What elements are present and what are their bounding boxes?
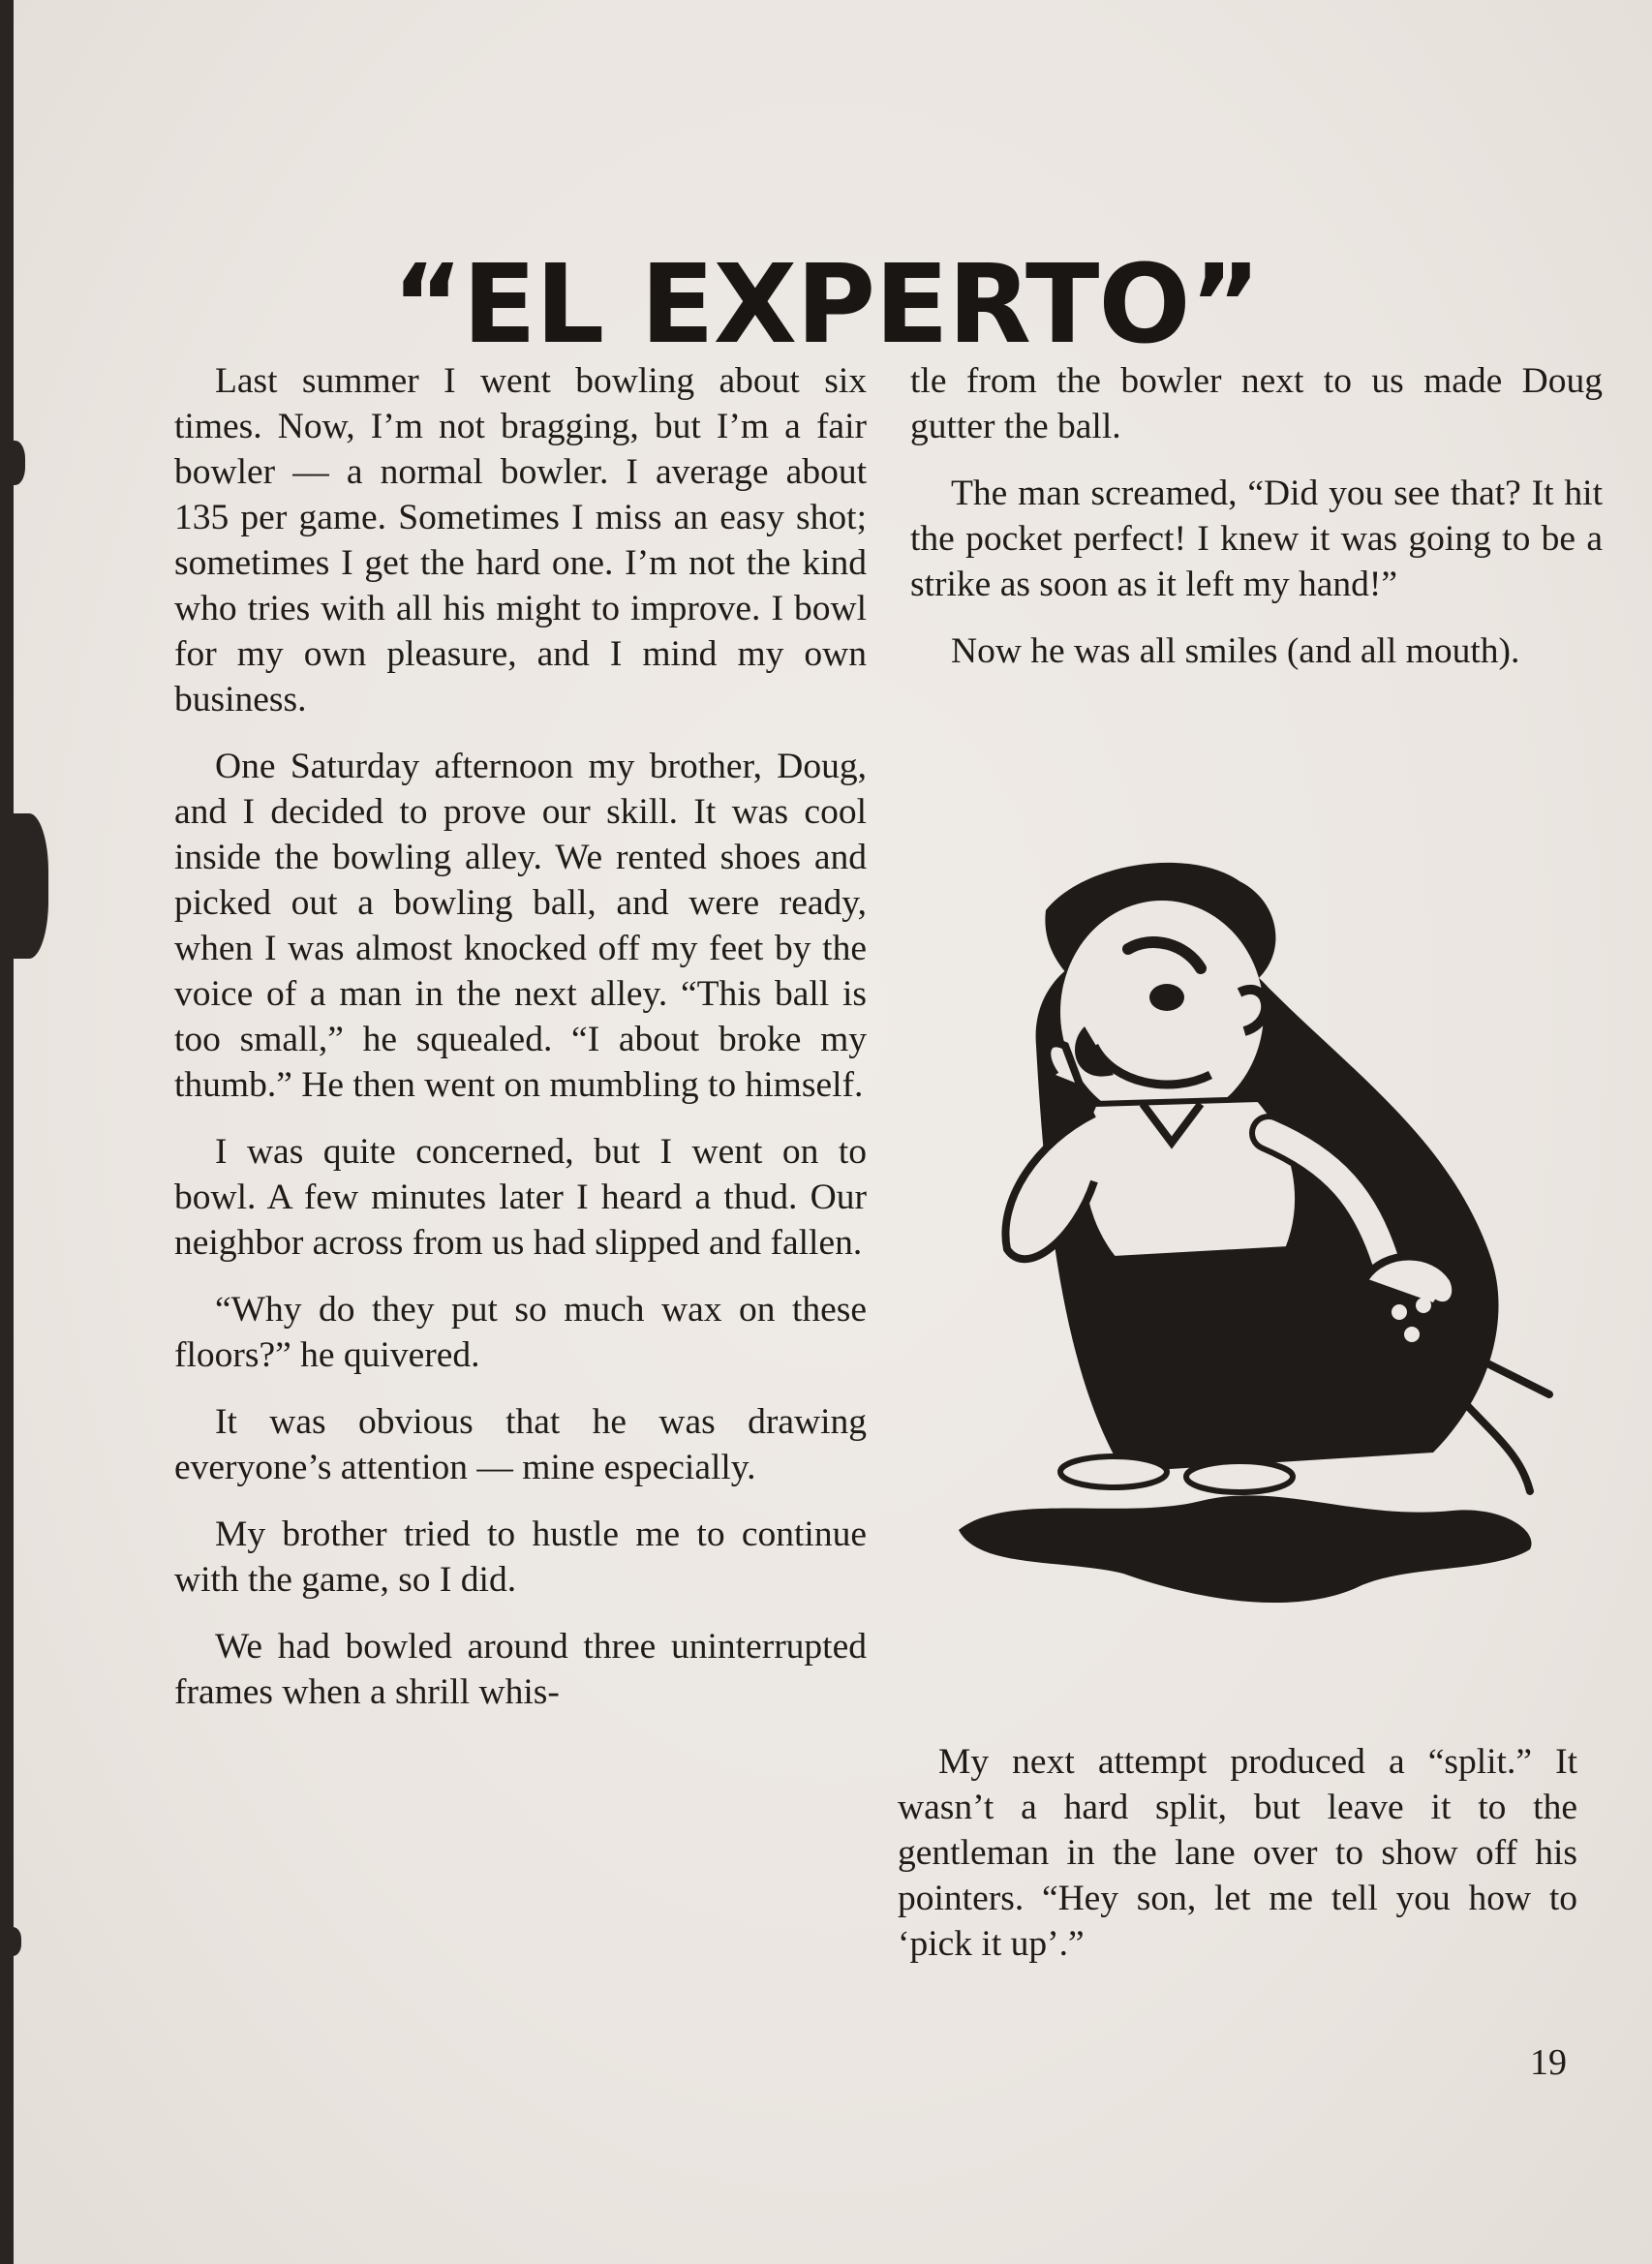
- right-column-top: [910, 358, 1603, 695]
- paragraph: I was quite concerned, but I went on to bowl. A few minutes later I heard a thud. Our neighbor across from us had slipped and fallen.: [174, 1132, 867, 1263]
- torn-edge: [0, 813, 48, 959]
- paragraph: Now he was all smiles (and all mouth).: [951, 631, 1520, 671]
- right-column-bottom: [898, 1739, 1577, 1988]
- paragraph: tle from the bowler next to us made Doug gutter the ball.: [910, 361, 1603, 446]
- paragraph: My next attempt produced a “split.” It wasn’t a hard split, but leave it to the gentleman in the lane over to show off his pointers. “Hey son, let me tell you how to ‘pick it up’.”: [898, 1742, 1577, 1964]
- shoe: [1060, 1456, 1167, 1487]
- paragraph: My brother tried to hustle me to continue with the game, so I did.: [174, 1514, 867, 1600]
- left-column: [174, 358, 867, 1736]
- eye: [1149, 984, 1184, 1011]
- torn-edge: [0, 441, 25, 485]
- article-title: “EL EXPERTO”: [391, 242, 1261, 369]
- torn-edge: [0, 1927, 21, 1956]
- paragraph: The man screamed, “Did you see that? It hit the pocket perfect! I knew it was going to be a strike as soon as it left my hand!”: [910, 474, 1603, 604]
- paragraph: One Saturday afternoon my brother, Doug, and I decided to prove our skill. It was cool inside the bowling alley. We rented shoes and picked out a bowling ball, and were ready, when I was almost knocked off my feet by the voice of a man in the next alley. “This ball is too small,” he squealed. “I about broke my thumb.” He then went on mumbling to himself.: [174, 747, 867, 1105]
- head: [1060, 901, 1264, 1123]
- paragraph: Last summer I went bowling about six times. Now, I’m not bragging, but I’m a fair bowler — a normal bowler. I average about 135 per game. Sometimes I miss an easy shot; sometimes I get the hard one. I’m not the kind who tries with all his might to improve. I bowl for my own pleasure, and I mind my own business.: [174, 361, 867, 719]
- floor-shadow: [959, 1495, 1532, 1603]
- shoe: [1186, 1461, 1293, 1492]
- page-number: 19: [1530, 2042, 1567, 2083]
- paragraph: We had bowled around three uninterrupted frames when a shrill whis-: [174, 1627, 867, 1712]
- bowler-cartoon-illustration: [949, 852, 1578, 1656]
- paragraph: “Why do they put so much wax on these floors?” he quivered.: [174, 1290, 867, 1375]
- paragraph: It was obvious that he was drawing everyone’s attention — mine especially.: [174, 1402, 867, 1487]
